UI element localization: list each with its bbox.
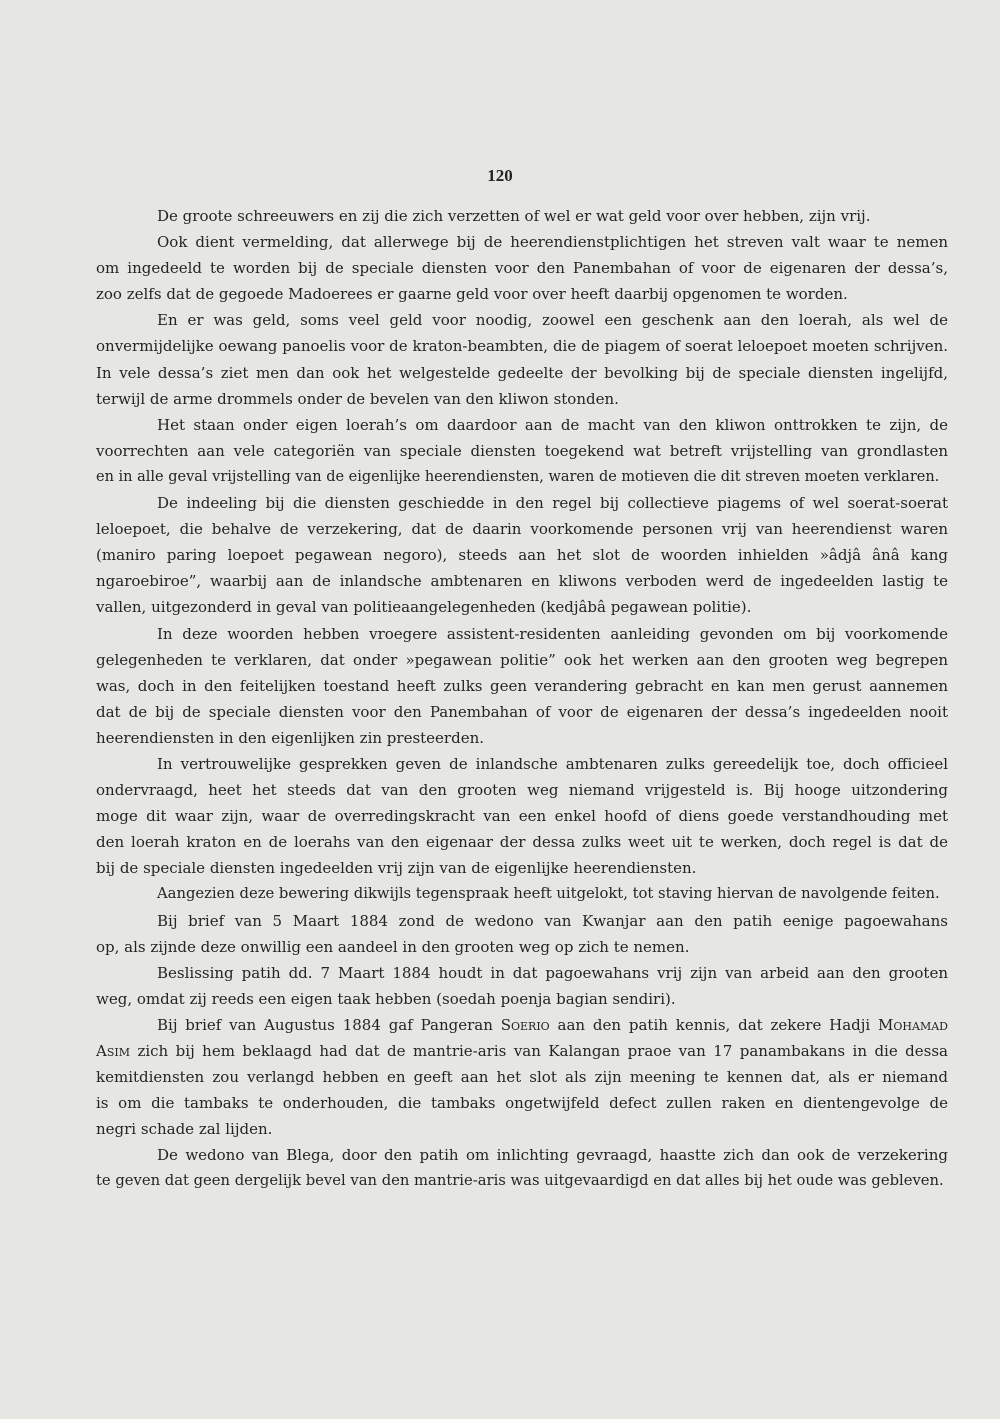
small-caps-name: Mohamad <box>878 1015 948 1034</box>
page-number: 120 <box>487 166 513 185</box>
text-line: Bij brief van Augustus 1884 gaf Pangeran Soerio aan den patih kennis, dat zekere Hadji Mohamad <box>157 1015 948 1034</box>
text-line: In deze woorden hebben vroegere assistent-residenten aanleiding gevonden om bij voorkomende <box>157 624 948 643</box>
text-line: is om die tambaks te onderhouden, die tambaks ongetwijfeld defect zullen raken en dientengevolge de <box>96 1094 948 1113</box>
text-line: De indeeling bij die diensten geschiedde in den regel bij collectieve piagems of wel soerat-soerat <box>157 494 948 513</box>
text-line: De wedono van Blega, door den patih om inlichting gevraagd, haastte zich dan ook de verzekering <box>157 1146 948 1165</box>
text-line: leloepoet, die behalve de verzekering, dat de daarin voorkomende personen vrij van heerendienst waren <box>96 520 948 539</box>
text-line: vallen, uitgezonderd in geval van politieaangelegenheden (kedjâbâ pegawean politie). <box>96 598 752 617</box>
text-line: bij de speciale diensten ingedeelden vrij zijn van de eigenlijke heerendiensten. <box>96 859 697 878</box>
text-line: Beslissing patih dd. 7 Maart 1884 houdt in dat pagoewahans vrij zijn van arbeid aan den grooten <box>157 963 948 982</box>
text-line: en in alle geval vrijstelling van de eigenlijke heerendiensten, waren de motieven die dit streven moeten verklaren. <box>96 468 940 485</box>
text-line: kemitdiensten zou verlangd hebben en geeft aan het slot als zijn meening te kennen dat, als er niemand <box>96 1068 948 1087</box>
text-line: Het staan onder eigen loerah’s om daardoor aan de macht van den kliwon onttrokken te zijn, de <box>157 415 948 434</box>
text-line: De groote schreeuwers en zij die zich verzetten of wel er wat geld voor over hebben, zijn vrij. <box>157 207 871 225</box>
text-line: Bij brief van 5 Maart 1884 zond de wedono van Kwanjar aan den patih eenige pagoewahans <box>157 911 948 930</box>
text-line: moge dit waar zijn, waar de overredingskracht van een enkel hoofd of diens goede verstandhouding met <box>96 807 948 826</box>
text-line: Aangezien deze bewering dikwijls tegenspraak heeft uitgelokt, tot staving hiervan de navolgende feiten. <box>157 885 940 903</box>
text-line: terwijl de arme drommels onder de bevelen van den kliwon stonden. <box>96 389 619 408</box>
text-line: op, als zijnde deze onwillig een aandeel in den grooten weg op zich te nemen. <box>96 937 690 956</box>
text-line: ngaroebiroe”, waarbij aan de inlandsche ambtenaren en kliwons verboden werd de ingedeelden lastig te <box>96 572 948 591</box>
text-line: dat de bij de speciale diensten voor den Panembahan of voor de eigenaren der dessa’s ingedeelden nooit <box>96 702 948 721</box>
text-line: te geven dat geen dergelijk bevel van den mantrie-aris was uitgevaardigd en dat alles bij het oude was gebleven. <box>96 1172 944 1190</box>
text-line: heerendiensten in den eigenlijken zin presteerden. <box>96 728 485 747</box>
text-line: En er was geld, soms veel geld voor noodig, zoowel een geschenk aan den loerah, als wel de <box>157 311 948 330</box>
text-line: onvermijdelijke oewang panoelis voor de kraton-beambten, die de piagem of soerat leloepoet moeten schrijven. <box>96 337 948 356</box>
text-line: gelegenheden te verklaren, dat onder »pegawean politie” ook het werken aan den grooten weg begrepen <box>96 650 948 669</box>
text-line: In vele dessa’s ziet men dan ook het welgestelde gedeelte der bevolking bij de speciale diensten ingelijfd, <box>96 363 948 382</box>
text-line: den loerah kraton en de loerahs van den eigenaar der dessa zulks weet uit te werken, doch regel is dat de <box>96 833 948 852</box>
text-line: Asim zich bij hem beklaagd had dat de mantrie-aris van Kalangan praoe van 17 panambakans in die dessa <box>96 1042 948 1060</box>
body-text <box>96 203 948 1195</box>
small-caps-name: Soerio <box>500 1015 550 1034</box>
text-line: In vertrouwelijke gesprekken geven de inlandsche ambtenaren zulks gereedelijk toe, doch officieel <box>157 754 948 773</box>
text-line: zoo zelfs dat de gegoede Madoerees er gaarne geld voor over heeft daarbij opgenomen te worden. <box>96 285 848 304</box>
text-line: voorrechten aan vele categoriën van speciale diensten toegekend wat betreft vrijstelling van grondlasten <box>96 441 948 460</box>
small-caps-name: Asim <box>96 1042 130 1060</box>
text-line: ondervraagd, heet het steeds dat van den grooten weg niemand vrijgesteld is. Bij hooge uitzondering <box>96 781 948 800</box>
text-line: (maniro paring loepoet pegawean negoro), steeds aan het slot de woorden inhielden »âdjâ ânâ kang <box>96 546 948 565</box>
text-line: om ingedeeld te worden bij de speciale diensten voor den Panembahan of voor de eigenaren der dessa’s, <box>96 259 948 278</box>
text-line: negri schade zal lijden. <box>96 1120 273 1139</box>
text-line: Ook dient vermelding, dat allerwege bij de heerendienstplichtigen het streven valt waar te nemen <box>157 233 948 252</box>
text-line: weg, omdat zij reeds een eigen taak hebben (soedah poenja bagian sendiri). <box>96 989 676 1008</box>
text-line: was, doch in den feitelijken toestand heeft zulks geen verandering gebracht en kan men gerust aannemen <box>96 676 948 695</box>
